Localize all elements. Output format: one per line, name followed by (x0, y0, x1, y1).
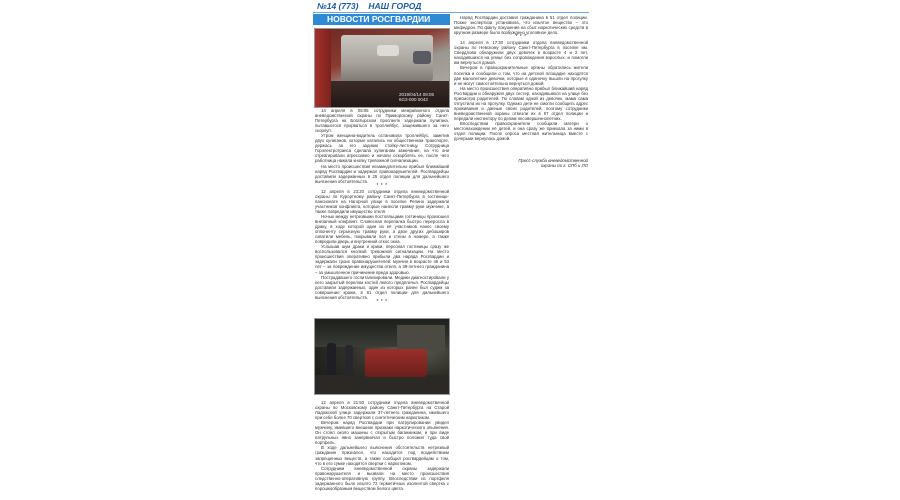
street-car-dark (413, 51, 431, 64)
paragraph: Вечером в правоохранительные органы обратились жители поселка и сообщили о том, что на детской площадке находятся две малолетние девочки, которые в одиночку вышли на прогулку и не могут самостоятельно вернуться домой. (454, 65, 588, 86)
paragraph: 12 апреля в 21:50 сотрудники отдела вневедомственной охраны по Московскому району Санкт-Петербурга на Старой Ладожской улице задержали 37-летнего гражданина, имевшего при себе более 70 свертков с синтетическим наркотиком. (315, 400, 449, 421)
building (397, 325, 445, 351)
paragraph: В ходе дальнейшего выяснения обстоятельств нетрезвый гражданин признался, что находится под воздействием запрещенных веществ, а также сообщил росгвардейцам о том, что в его сумке находятся свертки с наркотиком. (315, 445, 449, 466)
ground (315, 375, 449, 394)
paragraph: Вечером наряд Росгвардии при патрулировании увидел мужчину, имевшего внешние признаки наркотического опьянения. Он стоял около машины с открытым багажником, и при виде патрульных явно занервничал и быстро положил туда свой портфель. (315, 420, 449, 446)
rubric-banner: НОВОСТИ РОСГВАРДИИ (313, 14, 450, 25)
signature-line: Пресс-служба вневедомственной (518, 158, 588, 163)
detention-photo (314, 318, 450, 395)
camera-timestamp (399, 92, 434, 102)
detainee-figure (345, 345, 353, 375)
paragraph: Наряд Росгвардии доставил гражданина в 51 отдел полиции. Позже экспертиза установила, что изъятое вещество – это мефедрон. По факту покушения на сбыт наркотических средств в крупном размере было возбуждено уголовное дело. (454, 15, 588, 36)
separator: * * * (376, 298, 388, 305)
article-column-left-bottom (315, 400, 449, 496)
separator: * * * (376, 182, 388, 189)
stamp-date: 2019/04/14 08:05 (399, 92, 435, 97)
paragraph: 14 апреля в 17:30 сотрудники отдела вневедомственной охраны по Невскому району Санкт-Петербурга в поселке им. Свердлова обнаружили двух девочек в возрасте 4 и 2 лет, находившихся на улице без сопровождения взрослых, и помогли им вернуться домой. (454, 40, 588, 66)
paragraph: Пострадавшего госпитализировали. Медики диагностировали у него закрытый перелом костей левого предплечья. Росгвардейцы доставили задержанных, один из которых ранее был судим за совершение кражи, в 81 отдел полиции для дальнейшего выяснения обстоятельств. (315, 274, 449, 300)
paragraph: Утром женщина-водитель остановила троллейбус, заметив двух хулиганов, которые катались на общественном транспорте, держась за его заднюю стойку-лестницу. Сотрудница Горэлектротранса сделала хулиганам замечание, на что они отреагировали агрессивно и начали оскорблять ее, после чего работница нажала кнопку тревожной сигнализации. (315, 133, 449, 164)
press-service-signature (496, 158, 588, 168)
red-car (365, 349, 427, 377)
newspaper-page (311, 0, 591, 500)
stamp-id: 6G3-000 0043 (399, 97, 428, 102)
paragraph: На место происшествия незамедлительно прибыл ближайший наряд Росгвардии и задержал правонарушителей. Росгвардейцы доставили задержанных в 25 отдел полиции для дальнейшего выяснения обстоятельств. (315, 163, 449, 184)
paragraph: Услышав шум драки и крики, персонал гостиницы сразу же воспользовался кнопкой тревожной сигнализации. На место происшествия оперативно прибыли два наряда Росгвардии и задержали троих правонарушителей: мужчин в возрасте 46 и 53 лет – за повреждение имущества отеля, а 39-летнего гражданина – за умышленное причинение вреда здоровью. (315, 244, 449, 275)
header-rule (313, 12, 589, 13)
paragraph: Впоследствии правоохранители сообщили матери о местонахождении её детей, и она сразу же приехала за ними в отдел полиции. После опроса местная жительница вместе с дочерьми вернулась домой. (454, 120, 588, 142)
paragraph: 12 апреля в 23:20 сотрудники отдела вневедомственной охраны по Курортному району Санкт-Петербурга в гостинице-пансионате на Нагорной улице в поселке Репино задержали участников конфликта, которые нанесли травму руки мужчине, а также повредили имущество отеля. (315, 188, 449, 214)
paragraph: 14 апреля в 08:05 сотрудники межрайонного отдела вневедомственной охраны по Приморскому району Санкт-Петербурга на Богатырском проспекте задержали хулигана, пытавшегося прорваться в троллейбус, защемившего за него скорлуп. (315, 108, 449, 134)
paragraph: На место происшествия оперативно прибыл ближайший наряд Росгвардии и обнаружил двух сестер, находившихся на улице без присмотра родителей. По словам одной из девочек, мама сама отпустила их на прогулку. Однако дети не смогли сообщить адрес проживания и данные своих родителей, поэтому сотрудники вневедомственной охраны отвезли их в 97 отдел полиции и передали инспектору по делам несовершеннолетних. (454, 85, 588, 121)
street-car (377, 45, 399, 56)
paragraph: Ночью между нетрезвыми постояльцами гостиницы произошел внезапный конфликт. Словесная перепалка быстро переросла в драку, в ходе которой один из её участников нанес своему оппоненту серьезную травму руки, а двое других дебоширов схватили мебель, покрывали пол и стены в номере, а также повредили дверь и внутренний откос окна. (315, 213, 449, 245)
separator: * * * (515, 34, 527, 41)
issue-header (317, 1, 421, 11)
issue-number: №14 (773) (317, 1, 359, 11)
signature-line: охраны по г. СПб и ЛО (540, 163, 588, 168)
officer-figure (327, 343, 336, 375)
trolleybus-photo (314, 28, 450, 108)
paragraph: Сотрудники вневедомственной охраны задержали правонарушителя и вызвали на место происшествия следственно-оперативную группу. Впоследствии из портфеля задержанного было изъято 72 герметичных изолентой свертка с порошкообразным веществом белого цвета. (315, 465, 449, 491)
article-column-right (454, 15, 588, 175)
cab-frame (315, 29, 331, 107)
section-title: НАШ ГОРОД (368, 1, 422, 11)
article-column-left-top (315, 108, 449, 316)
